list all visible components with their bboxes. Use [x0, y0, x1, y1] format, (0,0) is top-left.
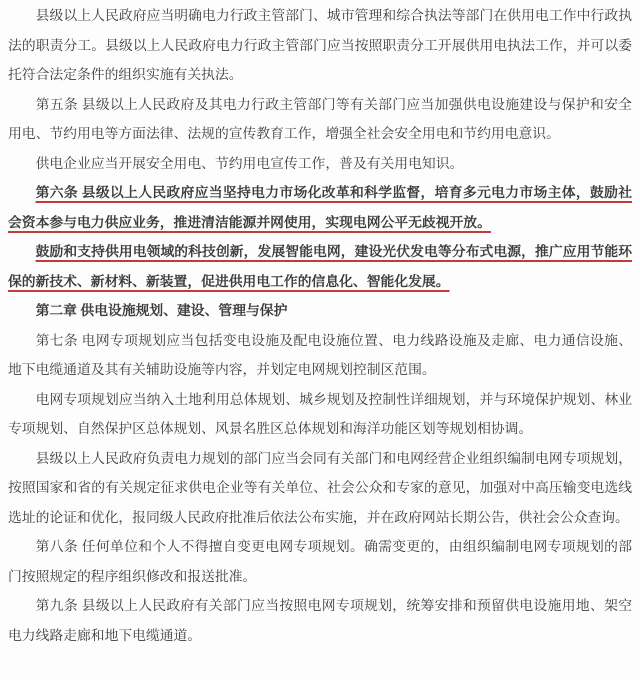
paragraph-enforcement-duties: 县级以上人民政府应当明确电力行政主管部门、城市管理和综合执法等部门在供用电工作中行政执法的职责分工。县级以上人民政府电力行政主管部门应当按照职责分工开展供用电执法工作，并可以委托符合法定条件的组织实施有关执法。	[8, 8, 632, 82]
paragraph-article-7-clause-3: 县级以上人民政府负责电力规划的部门应当会同有关部门和电网经营企业组织编制电网专项规划，按照国家和省的有关规定征求供电企业等有关单位、社会公众和专家的意见，加强对中高压输变电选线选址的论证和优化，报同级人民政府批准后依法公布实施，并在政府网站长期公告，供社会公众查询。	[8, 450, 632, 525]
paragraph-article-8: 第八条 任何单位和个人不得擅自变更电网专项规划。确需变更的，由组织编制电网专项规划的部门按照规定的程序组织修改和报送批准。	[8, 539, 632, 584]
paragraph-article-7: 第七条 电网专项规划应当包括变电设施及配电设施位置、电力线路设施及走廊、电力通信设施、地下电缆通道及其有关辅助设施等内容，并划定电网规划控制区范围。	[8, 332, 632, 377]
paragraph-article-5-publicity-clause: 供电企业应当开展安全用电、节约用电宣传工作，普及有关用电知识。	[35, 155, 464, 171]
paragraph-article-5: 第五条 县级以上人民政府及其电力行政主管部门等有关部门应当加强供电设施建设与保护和安全用电、节约用电等方面法律、法规的宣传教育工作，增强全社会安全用电和节约用电意识。	[8, 96, 632, 141]
paragraph-article-6-highlighted: 第六条 县级以上人民政府应当坚持电力市场化改革和科学监督，培育多元电力市场主体，鼓励社会资本参与电力供应业务，推进清洁能源并网使用，实现电网公平无歧视开放。	[8, 185, 632, 230]
paragraph-article-6-clause-2-highlighted: 鼓励和支持供用电领域的科技创新，发展智能电网，建设光伏发电等分布式电源，推广应用节能环保的新技术、新材料、新装置，促进供用电工作的信息化、智能化发展。	[8, 244, 632, 289]
paragraph-article-9: 第九条 县级以上人民政府有关部门应当按照电网专项规划，统筹安排和预留供电设施用地、架空电力线路走廊和地下电缆通道。	[8, 598, 632, 643]
paragraph-article-7-clause-2: 电网专项规划应当纳入土地利用总体规划、城乡规划及控制性详细规划，并与环境保护规划、林业专项规划、自然保护区总体规划、风景名胜区总体规划和海洋功能区划等规划相协调。	[8, 391, 632, 436]
chapter-2-heading: 第二章 供电设施规划、建设、管理与保护	[35, 303, 288, 318]
